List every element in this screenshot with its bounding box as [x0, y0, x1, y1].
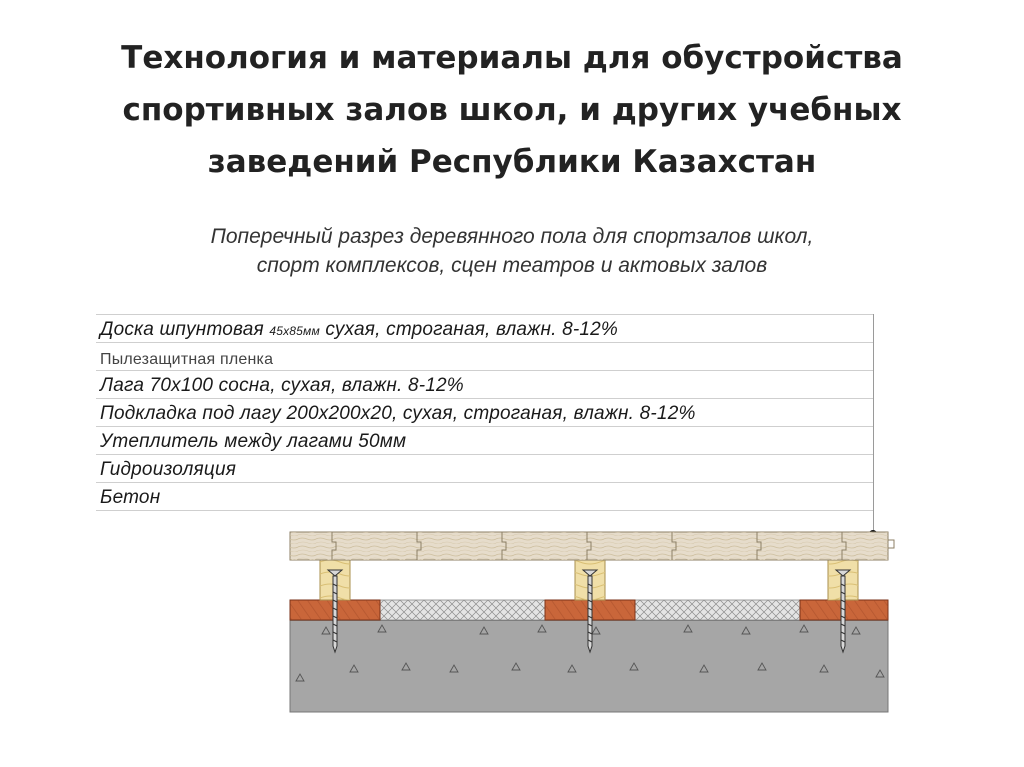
layer-legend-table — [96, 314, 874, 511]
diagram-caption-line-1: Поперечный разрез деревянного пола для спортзалов школ, — [210, 225, 814, 248]
board-label-prefix: Доска шпунтовая — [100, 319, 270, 340]
layer-row-insulation — [96, 427, 874, 455]
leader-line — [873, 314, 874, 534]
floor-cross-section — [280, 520, 900, 715]
slide-title-line-2: спортивных залов школ, и других учебных — [122, 92, 902, 128]
layer-row-dust-film — [96, 343, 874, 371]
layer-label-waterproofing: Гидроизоляция — [100, 459, 237, 480]
diagram-caption-line-2: спорт комплексов, сцен театров и актовых залов — [256, 254, 768, 277]
layer-row-joist-pad — [96, 399, 874, 427]
layer-label-board — [100, 319, 618, 341]
layer-row-board — [96, 315, 874, 343]
board-size-label: 45х85мм — [269, 324, 320, 338]
diagram-caption — [70, 222, 954, 280]
slide-title-line-3: заведений Республики Казахстан — [207, 144, 817, 180]
layer-row-concrete — [96, 483, 874, 511]
slide-title-line-1: Технология и материалы для обустройства — [121, 40, 903, 76]
layer-label-insulation: Утеплитель между лагами 50мм — [100, 431, 407, 452]
board-label-suffix: сухая, строганая, влажн. 8-12% — [319, 319, 618, 340]
slide-title — [40, 32, 984, 188]
layer-label-joist-pad: Подкладка под лагу 200х200х20, сухая, строганая, влажн. 8-12% — [100, 403, 696, 424]
layer-label-concrete: Бетон — [100, 487, 161, 508]
layer-row-waterproofing — [96, 455, 874, 483]
layer-row-joist — [96, 371, 874, 399]
layer-label-dust-film: Пылезащитная пленка — [100, 351, 274, 368]
layer-label-joist: Лага 70х100 сосна, сухая, влажн. 8-12% — [100, 375, 464, 396]
